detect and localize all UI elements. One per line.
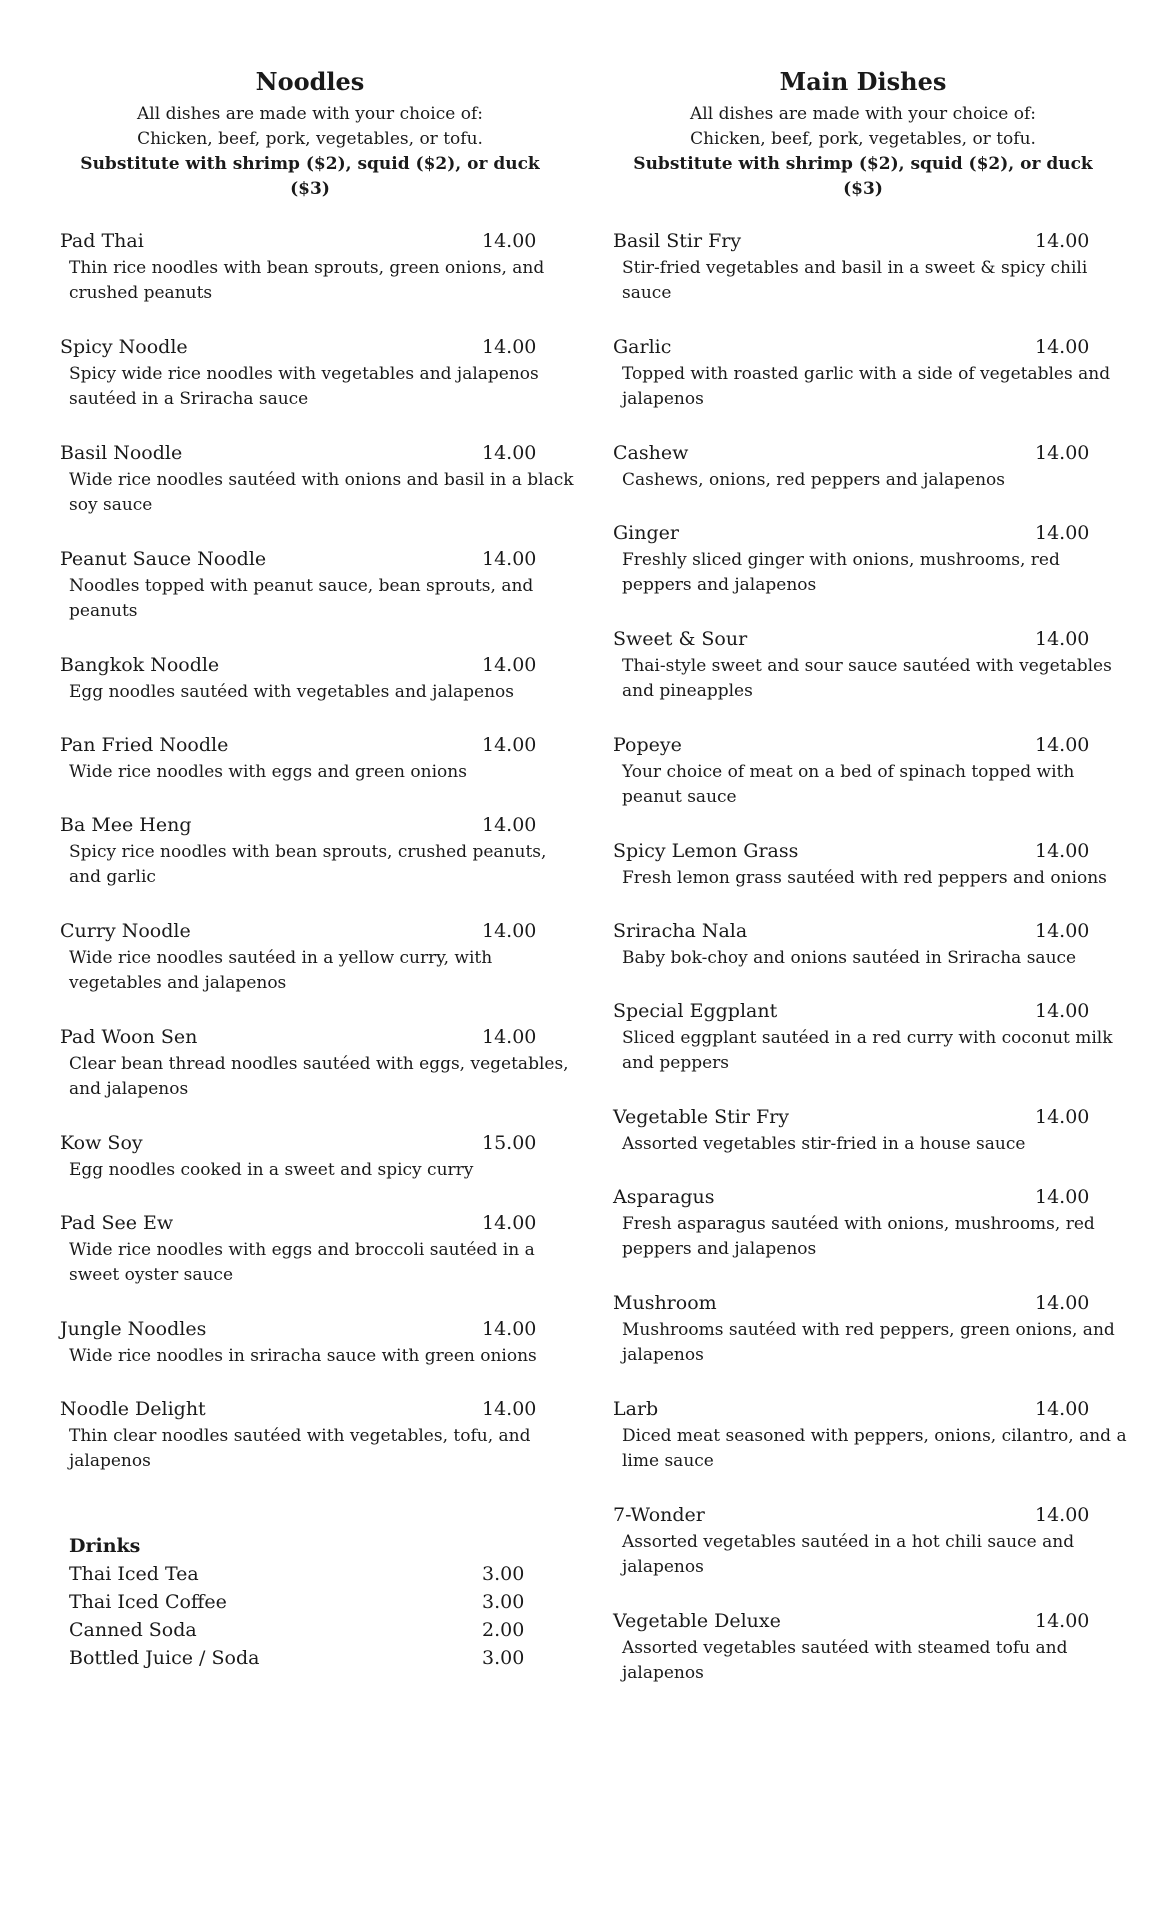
main-dishes-header	[613, 62, 1113, 202]
drink-name: Bottled Juice / Soda	[69, 1647, 260, 1669]
item-name: Noodle Delight	[60, 1398, 206, 1420]
item-name: Sweet & Sour	[613, 628, 748, 650]
item-price: 14.00	[482, 336, 537, 358]
item-description: Thin clear noodles sautéed with vegetables, tofu, and jalapenos	[69, 1426, 531, 1471]
item-price: 14.00	[1035, 1398, 1090, 1420]
item-price: 14.00	[482, 548, 537, 570]
item-name: Pad Thai	[60, 230, 144, 252]
menu-item	[613, 730, 1133, 836]
menu-item	[613, 332, 1133, 438]
noodles-title: Noodles	[255, 67, 365, 96]
item-name: Kow Soy	[60, 1132, 143, 1154]
noodles-note-line1: All dishes are made with your choice of:	[137, 104, 483, 124]
menu-item	[613, 1288, 1133, 1394]
noodles-item-list	[60, 226, 580, 1500]
item-description: Fresh asparagus sautéed with onions, mushrooms, red peppers and jalapenos	[622, 1214, 1095, 1259]
item-description: Fresh lemon grass sautéed with red peppers and onions	[622, 868, 1107, 888]
main-dishes-item-list	[613, 226, 1133, 1712]
noodles-header	[60, 62, 560, 202]
item-price: 14.00	[1035, 840, 1090, 862]
drink-price: 3.00	[482, 1591, 525, 1613]
item-name: Jungle Noodles	[60, 1318, 207, 1340]
drink-price: 3.00	[482, 1563, 525, 1585]
item-name: Ba Mee Heng	[60, 814, 192, 836]
item-description: Cashews, onions, red peppers and jalapenos	[622, 470, 1005, 490]
drink-price: 3.00	[482, 1647, 525, 1669]
menu-item	[60, 1208, 580, 1314]
menu-item	[613, 916, 1133, 996]
item-name: Special Eggplant	[613, 1000, 778, 1022]
menu-item	[60, 1394, 580, 1500]
item-name: Pad Woon Sen	[60, 1026, 198, 1048]
menu-item	[613, 1394, 1133, 1500]
item-name: Cashew	[613, 442, 689, 464]
menu-item	[613, 624, 1133, 730]
item-price: 14.00	[1035, 1106, 1090, 1128]
item-price: 14.00	[482, 1026, 537, 1048]
item-price: 14.00	[482, 1212, 537, 1234]
item-name: Larb	[613, 1398, 659, 1420]
main-dishes-section	[613, 62, 1133, 1712]
item-description: Thin rice noodles with bean sprouts, green onions, and crushed peanuts	[69, 258, 545, 303]
item-description: Spicy wide rice noodles with vegetables and jalapenos sautéed in a Sriracha sauce	[69, 364, 539, 409]
menu-item	[613, 1182, 1133, 1288]
item-price: 14.00	[1035, 1610, 1090, 1632]
item-description: Wide rice noodles sautéed in a yellow curry, with vegetables and jalapenos	[69, 948, 493, 993]
drink-name: Canned Soda	[69, 1619, 197, 1641]
item-name: Bangkok Noodle	[60, 654, 220, 676]
menu-item	[613, 518, 1133, 624]
item-description: Wide rice noodles with eggs and broccoli sautéed in a sweet oyster sauce	[69, 1240, 535, 1285]
item-description: Your choice of meat on a bed of spinach topped with peanut sauce	[622, 762, 1075, 807]
menu-item	[613, 996, 1133, 1102]
item-description: Egg noodles cooked in a sweet and spicy curry	[69, 1160, 474, 1180]
item-price: 15.00	[482, 1132, 537, 1154]
item-name: Asparagus	[613, 1186, 715, 1208]
item-price: 14.00	[482, 920, 537, 942]
item-name: Basil Noodle	[60, 442, 183, 464]
menu-item	[60, 916, 580, 1022]
item-description: Wide rice noodles sautéed with onions and basil in a black soy sauce	[69, 470, 574, 515]
noodles-section	[60, 62, 580, 1500]
drinks-section	[69, 1532, 539, 1672]
item-name: Basil Stir Fry	[613, 230, 742, 252]
drink-item	[69, 1588, 539, 1616]
item-price: 14.00	[1035, 1186, 1090, 1208]
drinks-title: Drinks	[69, 1535, 141, 1557]
item-description: Topped with roasted garlic with a side of vegetables and jalapenos	[622, 364, 1111, 409]
menu-item	[60, 810, 580, 916]
item-name: Pad See Ew	[60, 1212, 174, 1234]
item-price: 14.00	[482, 1318, 537, 1340]
main-dishes-note-line2: Chicken, beef, pork, vegetables, or tofu.	[690, 129, 1036, 149]
item-description: Mushrooms sautéed with red peppers, green onions, and jalapenos	[622, 1320, 1115, 1365]
menu-item	[613, 1500, 1133, 1606]
item-price: 14.00	[1035, 920, 1090, 942]
item-description: Noodles topped with peanut sauce, bean sprouts, and peanuts	[69, 576, 534, 621]
item-price: 14.00	[482, 442, 537, 464]
menu-item	[60, 650, 580, 730]
item-description: Clear bean thread noodles sautéed with eggs, vegetables, and jalapenos	[69, 1054, 569, 1099]
drink-name: Thai Iced Tea	[69, 1563, 199, 1585]
item-price: 14.00	[1035, 442, 1090, 464]
item-price: 14.00	[1035, 1504, 1090, 1526]
menu-item	[613, 1102, 1133, 1182]
menu-item	[60, 438, 580, 544]
menu-item	[613, 438, 1133, 518]
item-description: Spicy rice noodles with bean sprouts, crushed peanuts, and garlic	[69, 842, 547, 887]
menu-item	[613, 836, 1133, 916]
item-name: Ginger	[613, 522, 679, 544]
item-price: 14.00	[1035, 336, 1090, 358]
noodles-note-line3: Substitute with shrimp ($2), squid ($2), or duck ($3)	[80, 154, 540, 199]
item-name: 7-Wonder	[613, 1504, 705, 1526]
drink-item	[69, 1616, 539, 1644]
menu-item	[613, 1606, 1133, 1712]
drink-name: Thai Iced Coffee	[69, 1591, 227, 1613]
menu-item	[60, 332, 580, 438]
item-description: Sliced eggplant sautéed in a red curry with coconut milk and peppers	[622, 1028, 1113, 1073]
item-price: 14.00	[1035, 1000, 1090, 1022]
item-description: Assorted vegetables sautéed in a hot chili sauce and jalapenos	[622, 1532, 1075, 1577]
item-price: 14.00	[1035, 1292, 1090, 1314]
item-name: Garlic	[613, 336, 672, 358]
item-description: Thai-style sweet and sour sauce sautéed with vegetables and pineapples	[622, 656, 1112, 701]
item-description: Wide rice noodles in sriracha sauce with green onions	[69, 1346, 537, 1366]
item-price: 14.00	[482, 814, 537, 836]
item-name: Spicy Lemon Grass	[613, 840, 799, 862]
item-description: Egg noodles sautéed with vegetables and jalapenos	[69, 682, 515, 702]
main-dishes-note-line1: All dishes are made with your choice of:	[690, 104, 1036, 124]
drink-price: 2.00	[482, 1619, 525, 1641]
item-description: Assorted vegetables sautéed with steamed tofu and jalapenos	[622, 1638, 1068, 1683]
menu-item	[60, 544, 580, 650]
menu-item	[60, 226, 580, 332]
menu-item	[613, 226, 1133, 332]
item-price: 14.00	[1035, 522, 1090, 544]
item-name: Sriracha Nala	[613, 920, 748, 942]
item-price: 14.00	[482, 1398, 537, 1420]
item-name: Pan Fried Noodle	[60, 734, 229, 756]
menu-item	[60, 1314, 580, 1394]
item-name: Popeye	[613, 734, 682, 756]
noodles-note-line2: Chicken, beef, pork, vegetables, or tofu.	[137, 129, 483, 149]
item-price: 14.00	[482, 230, 537, 252]
drink-item	[69, 1560, 539, 1588]
item-name: Vegetable Stir Fry	[613, 1106, 789, 1128]
menu-item	[60, 1128, 580, 1208]
item-name: Vegetable Deluxe	[613, 1610, 781, 1632]
menu-item	[60, 1022, 580, 1128]
item-description: Diced meat seasoned with peppers, onions, cilantro, and a lime sauce	[622, 1426, 1127, 1471]
main-dishes-note-line3: Substitute with shrimp ($2), squid ($2), or duck ($3)	[633, 154, 1093, 199]
item-name: Spicy Noodle	[60, 336, 188, 358]
item-description: Assorted vegetables stir-fried in a house sauce	[622, 1134, 1026, 1154]
item-price: 14.00	[1035, 734, 1090, 756]
item-description: Freshly sliced ginger with onions, mushrooms, red peppers and jalapenos	[622, 550, 1060, 595]
item-name: Mushroom	[613, 1292, 717, 1314]
item-description: Stir-fried vegetables and basil in a sweet & spicy chili sauce	[622, 258, 1088, 303]
main-dishes-title: Main Dishes	[779, 67, 947, 96]
item-description: Baby bok-choy and onions sautéed in Sriracha sauce	[622, 948, 1077, 968]
item-price: 14.00	[482, 734, 537, 756]
item-name: Peanut Sauce Noodle	[60, 548, 267, 570]
item-price: 14.00	[482, 654, 537, 676]
item-name: Curry Noodle	[60, 920, 191, 942]
item-description: Wide rice noodles with eggs and green onions	[69, 762, 467, 782]
item-price: 14.00	[1035, 230, 1090, 252]
drink-item	[69, 1644, 539, 1672]
menu-item	[60, 730, 580, 810]
item-price: 14.00	[1035, 628, 1090, 650]
